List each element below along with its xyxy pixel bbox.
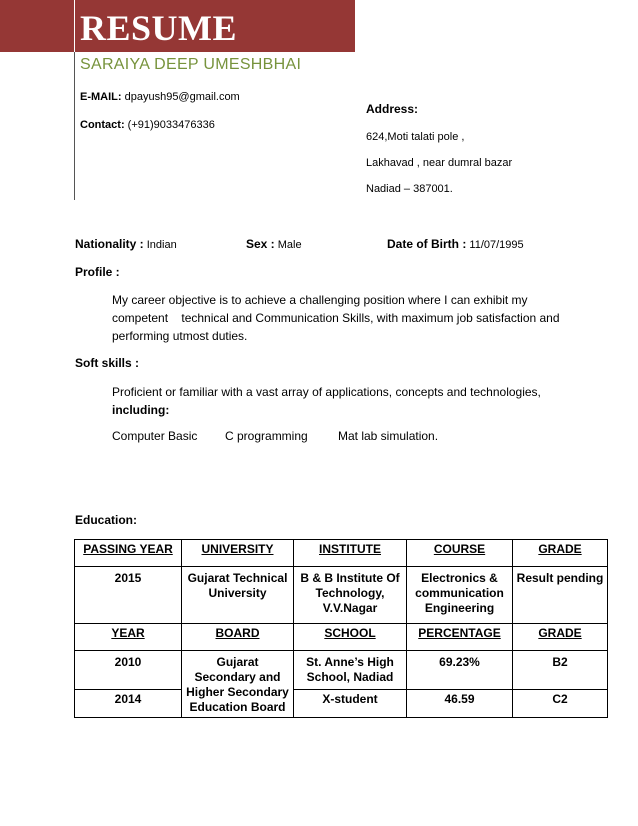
address-line-2: Lakhavad , near dumral bazar bbox=[366, 157, 513, 169]
contact-label: Contact: bbox=[80, 119, 125, 131]
vertical-rule-banner bbox=[74, 0, 75, 52]
soft-skills-including: including: bbox=[112, 403, 170, 417]
header-cell: GRADE bbox=[513, 624, 608, 651]
table-cell: X-student bbox=[294, 689, 407, 717]
table-row bbox=[75, 567, 608, 624]
nationality bbox=[75, 237, 177, 251]
soft-skills-heading: Soft skills : bbox=[75, 356, 140, 370]
date-of-birth bbox=[387, 237, 524, 251]
header-cell: YEAR bbox=[75, 624, 182, 651]
sex bbox=[246, 237, 302, 251]
profile-line: My career objective is to achieve a challenging position where I can exhibit my bbox=[112, 293, 528, 307]
profile-line: competent technical and Communication Skills, with maximum job satisfaction and bbox=[112, 311, 560, 325]
nationality-label: Nationality : bbox=[75, 237, 144, 251]
table-cell: Gujarat Secondary and Higher Secondary Education Board bbox=[182, 651, 294, 718]
address-line-1: 624,Moti talati pole , bbox=[366, 131, 465, 143]
email-label: E-MAIL: bbox=[80, 91, 122, 103]
table-cell: 46.59 bbox=[407, 689, 513, 717]
email-line bbox=[80, 91, 240, 103]
header-cell: PASSING YEAR bbox=[75, 540, 182, 567]
email-value: dpayush95@gmail.com bbox=[124, 91, 240, 103]
education-heading: Education: bbox=[75, 513, 137, 527]
table-cell: B & B Institute Of Technology, V.V.Nagar bbox=[294, 567, 407, 624]
education-table bbox=[74, 539, 608, 718]
table-row bbox=[75, 689, 608, 717]
skill-item: Computer Basic bbox=[112, 429, 198, 443]
nationality-value: Indian bbox=[146, 239, 177, 251]
table-cell: B2 bbox=[513, 651, 608, 690]
dob-label: Date of Birth : bbox=[387, 237, 467, 251]
contact-value: (+91)9033476336 bbox=[127, 119, 215, 131]
profile-text bbox=[112, 291, 582, 345]
header-cell: PERCENTAGE bbox=[407, 624, 513, 651]
table-cell: C2 bbox=[513, 689, 608, 717]
table-header-row bbox=[75, 624, 608, 651]
table-cell: 2010 bbox=[75, 651, 182, 690]
skill-item: Mat lab simulation. bbox=[338, 429, 439, 443]
sex-label: Sex : bbox=[246, 237, 275, 251]
sex-value: Male bbox=[277, 239, 302, 251]
soft-skills-line: Proficient or familiar with a vast array of applications, concepts and technologies, bbox=[112, 385, 541, 399]
table-cell: Electronics & communication Engineering bbox=[407, 567, 513, 624]
soft-skills-text bbox=[112, 383, 582, 419]
address-label: Address: bbox=[366, 102, 419, 116]
dob-value: 11/07/1995 bbox=[469, 239, 524, 251]
contact-line bbox=[80, 119, 215, 131]
table-cell: 2014 bbox=[75, 689, 182, 717]
table-header-row bbox=[75, 540, 608, 567]
header-cell: COURSE bbox=[407, 540, 513, 567]
profile-line: performing utmost duties. bbox=[112, 329, 248, 343]
address-line-3: Nadiad – 387001. bbox=[366, 183, 453, 195]
table-cell: Gujarat Technical University bbox=[182, 567, 294, 624]
candidate-name: SARAIYA DEEP UMESHBHAI bbox=[80, 56, 302, 73]
table-cell: 2015 bbox=[75, 567, 182, 624]
table-cell: St. Anne’s High School, Nadiad bbox=[294, 651, 407, 690]
profile-heading: Profile : bbox=[75, 265, 120, 279]
header-cell: SCHOOL bbox=[294, 624, 407, 651]
header-cell: INSTITUTE bbox=[294, 540, 407, 567]
table-cell: Result pending bbox=[513, 567, 608, 624]
skill-item: C programming bbox=[225, 429, 308, 443]
header-cell: UNIVERSITY bbox=[182, 540, 294, 567]
header-cell: BOARD bbox=[182, 624, 294, 651]
table-row bbox=[75, 651, 608, 690]
header-cell: GRADE bbox=[513, 540, 608, 567]
resume-title: RESUME bbox=[80, 8, 238, 48]
table-cell: 69.23% bbox=[407, 651, 513, 690]
